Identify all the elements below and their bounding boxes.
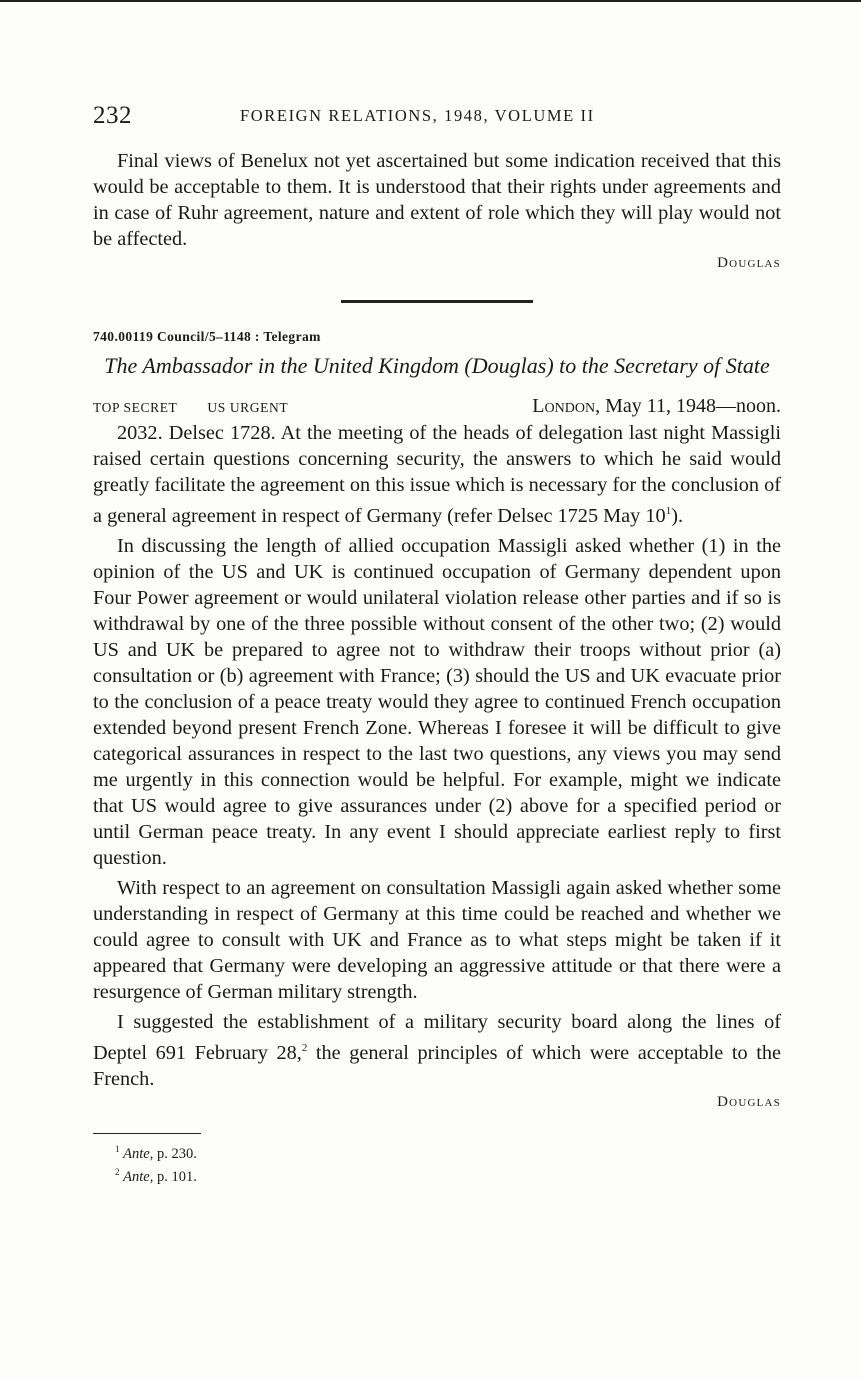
page-number: 232	[93, 102, 132, 129]
classification: TOP SECRET	[93, 400, 178, 415]
body-paragraph-2: In discussing the length of allied occupation Massigli asked whether (1) in the opinion of the US and UK is continued occupation of Germany dependent upon Four Power agreement or would unilateral violation release other parties and if so is withdrawal by one of the three possible without consent of the other two; (2) would US and UK be prepared to agree not to withdraw their troops without prior (a) consultation or (b) agreement with France; (3) should the US and UK evacuate prior to the conclusion of a peace treaty would they agree to continued French occupation extended beyond present French Zone. Whereas I foresee it will be difficult to give categorical assurances in respect to the last two questions, any views you may send me urgently in this connection would be helpful. For example, might we indicate that US would agree to give assurances under (2) above for a specified period or until German peace treaty. In any event I should appreciate earliest reply to first question.	[93, 534, 781, 869]
running-title: FOREIGN RELATIONS, 1948, VOLUME II	[240, 106, 595, 125]
body-paragraph-4: I suggested the establishment of a military security board along the lines of Deptel 691 February 28,$^2$ the general principles of which were acceptable to the French.	[93, 1010, 781, 1090]
section-divider	[341, 300, 533, 303]
place-date	[532, 395, 781, 418]
footnote-rule	[93, 1133, 201, 1135]
date-time: , May 11, 1948—noon.	[595, 395, 781, 417]
continuation-signature: Douglas	[717, 255, 781, 271]
file-reference: 740.00119 Council/5–1148 : Telegram	[93, 329, 321, 344]
top-border	[0, 0, 861, 2]
footnote-ref-1: 1	[665, 505, 672, 517]
footnote-ref-2: 2	[301, 1041, 308, 1054]
footnote-1: $^1$ Ante, p. 230.	[115, 1144, 197, 1162]
body-paragraph-1: 2032. Delsec 1728. At the meeting of the heads of delegation last night Massigli raised certain questions concerning security, the answers to which he said would greatly facilitate the agreement on this issue which is necessary for the conclusion of a general agreement in respect of Germany (refer Delsec 1725 May $10^1$).	[93, 422, 781, 527]
footnotes	[93, 1140, 781, 1186]
document-title: The Ambassador in the United Kingdom (Douglas) to the Secretary of State	[104, 353, 770, 378]
precedence: US URGENT	[207, 400, 289, 415]
continuation-paragraph: Final views of Benelux not yet ascertained but some indication received that this would be acceptable to them. It is understood that their rights under agreements and in case of Ruhr agreement, nature and extent of role which they will play would not be affected.	[93, 150, 781, 250]
footnote-2: $^2$ Ante, p. 101.	[115, 1166, 197, 1185]
dateline	[93, 395, 781, 418]
body-paragraph-3: With respect to an agreement on consultation Massigli again asked whether some understanding in respect of Germany at this time could be reached and whether we could agree to consult with UK and France as to what steps might be taken if it appeared that Germany were developing an aggressive attitude or that there were a resurgence of German military strength.	[93, 876, 781, 1003]
place: London	[532, 395, 596, 417]
page	[93, 100, 781, 1186]
document-signature: Douglas	[717, 1093, 781, 1110]
running-header	[93, 100, 781, 136]
